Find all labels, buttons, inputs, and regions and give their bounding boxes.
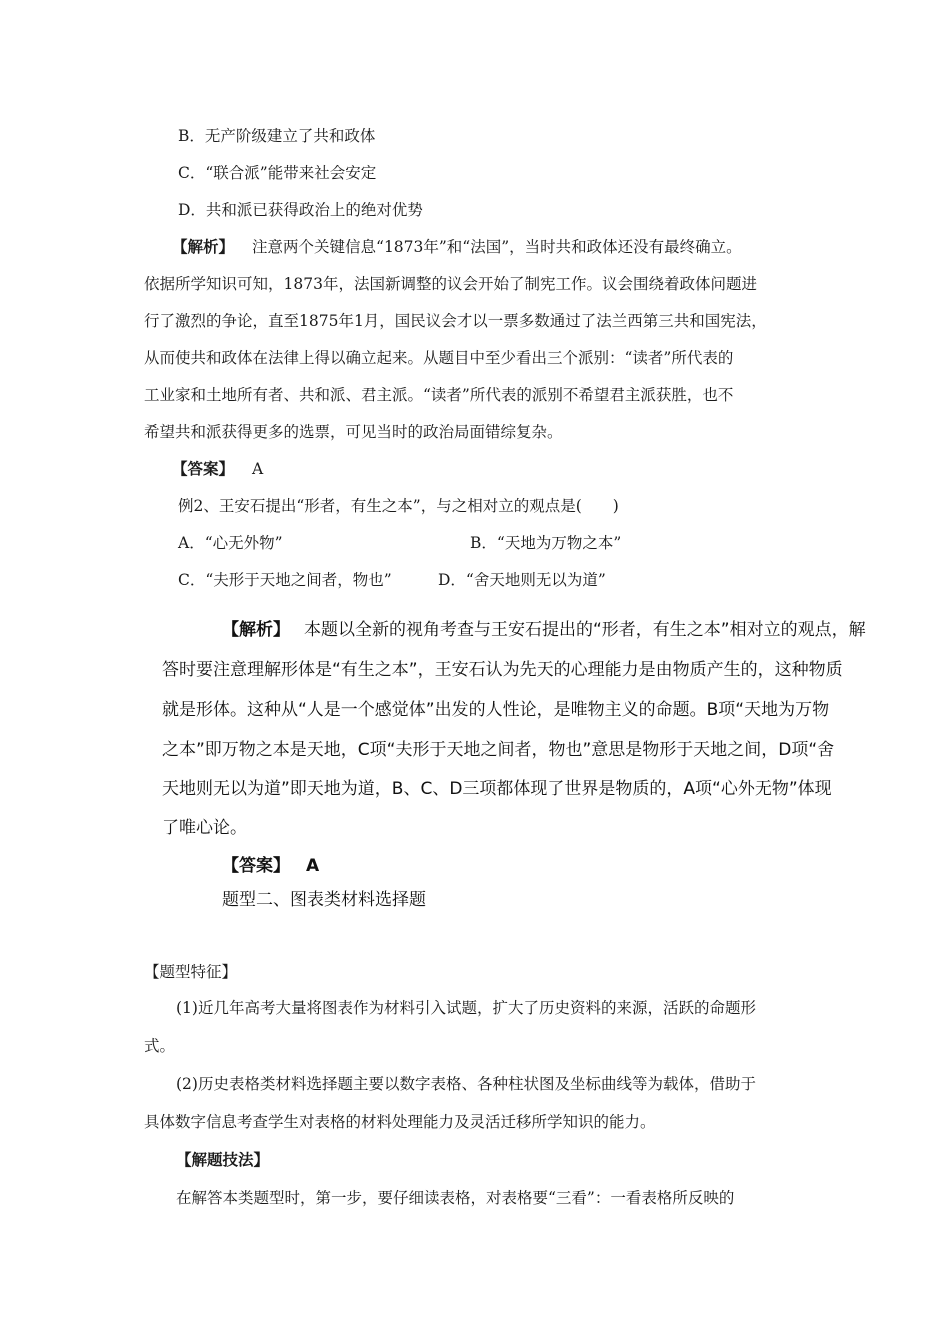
example2-analysis-line-6: 了唯心论。 (162, 818, 247, 838)
features-p1-line-1: (1)近几年高考大量将图表作为材料引入试题，扩大了历史资料的来源，活跃的命题形 (176, 999, 756, 1017)
analysis-line-3: 行了激烈的争论，直至1875年1月，国民议会才以一票多数通过了法兰西第三共和国宪法， (144, 312, 767, 330)
example2-answer-line (222, 856, 319, 876)
technique-line-1: 在解答本类题型时，第一步，要仔细读表格，对表格要“三看”：一看表格所反映的 (176, 1189, 735, 1207)
analysis-line-6: 希望共和派获得更多的选票，可见当时的政治局面错综复杂。 (144, 423, 563, 441)
option-d: D．共和派已获得政治上的绝对优势 (178, 201, 423, 219)
example2-analysis-line-1 (222, 620, 866, 640)
example2-analysis-line-4: 之本”即万物之本是天地，C项“夫形于天地之间者，物也”意思是物形于天地之间，D项“舍 (162, 740, 835, 760)
features-p2-line-2: 具体数字信息考查学生对表格的材料处理能力及灵活迁移所学知识的能力。 (144, 1113, 656, 1131)
option-b: B．无产阶级建立了共和政体 (178, 127, 376, 145)
analysis-text: 注意两个关键信息“1873年”和“法国”，当时共和政体还没有最终确立。 (252, 238, 742, 256)
features-heading: 【题型特征】 (144, 963, 238, 981)
analysis-line-2: 依据所学知识可知，1873年，法国新调整的议会开始了制宪工作。议会围绕着政体问题进 (144, 275, 757, 293)
analysis-line-1 (172, 237, 742, 257)
analysis-tag: 【解析】 (172, 237, 235, 256)
answer-line (172, 459, 263, 479)
features-p2-line-1: (2)历史表格类材料选择题主要以数字表格、各种柱状图及坐标曲线等为载体，借助于 (176, 1075, 756, 1093)
example2-analysis-line-5: 天地则无以为道”即天地为道，B、C、D三项都体现了世界是物质的，A项“心外无物”体现 (162, 779, 832, 799)
example2-analysis-line-2: 答时要注意理解形体是“有生之本”，王安石认为先天的心理能力是由物质产生的，这种物质 (162, 660, 843, 680)
example2-answer-tag: 【答案】 (222, 856, 290, 876)
answer-tag: 【答案】 (172, 459, 235, 478)
analysis-line-5: 工业家和土地所有者、共和派、君主派。“读者”所代表的派别不希望君主派获胜，也不 (144, 386, 734, 404)
technique-heading: 【解题技法】 (176, 1150, 270, 1169)
example2-question: 例2、王安石提出“形者，有生之本”，与之相对立的观点是( ) (178, 497, 619, 515)
example2-answer-value: A (306, 856, 320, 876)
features-p1-line-2: 式。 (144, 1037, 176, 1055)
analysis-line-4: 从而使共和政体在法律上得以确立起来。从题目中至少看出三个派别：“读者”所代表的 (144, 349, 734, 367)
option-c: C．“联合派”能带来社会安定 (178, 164, 377, 182)
example2-option-b: B．“天地为万物之本” (470, 534, 622, 552)
example2-analysis-line-3: 就是形体。这种从“人是一个感觉体”出发的人性论，是唯物主义的命题。B项“天地为万物 (162, 700, 830, 720)
example2-option-d: D．“舍天地则无以为道” (438, 571, 606, 589)
example2-option-c: C．“夫形于天地之间者，物也” (178, 571, 392, 589)
example2-analysis-text: 本题以全新的视角考查与王安石提出的“形者，有生之本”相对立的观点，解 (304, 620, 866, 640)
example2-analysis-tag: 【解析】 (222, 620, 290, 640)
section-heading: 题型二、图表类材料选择题 (222, 890, 426, 910)
example2-option-a: A．“心无外物” (178, 534, 283, 552)
answer-value: A (252, 460, 264, 478)
